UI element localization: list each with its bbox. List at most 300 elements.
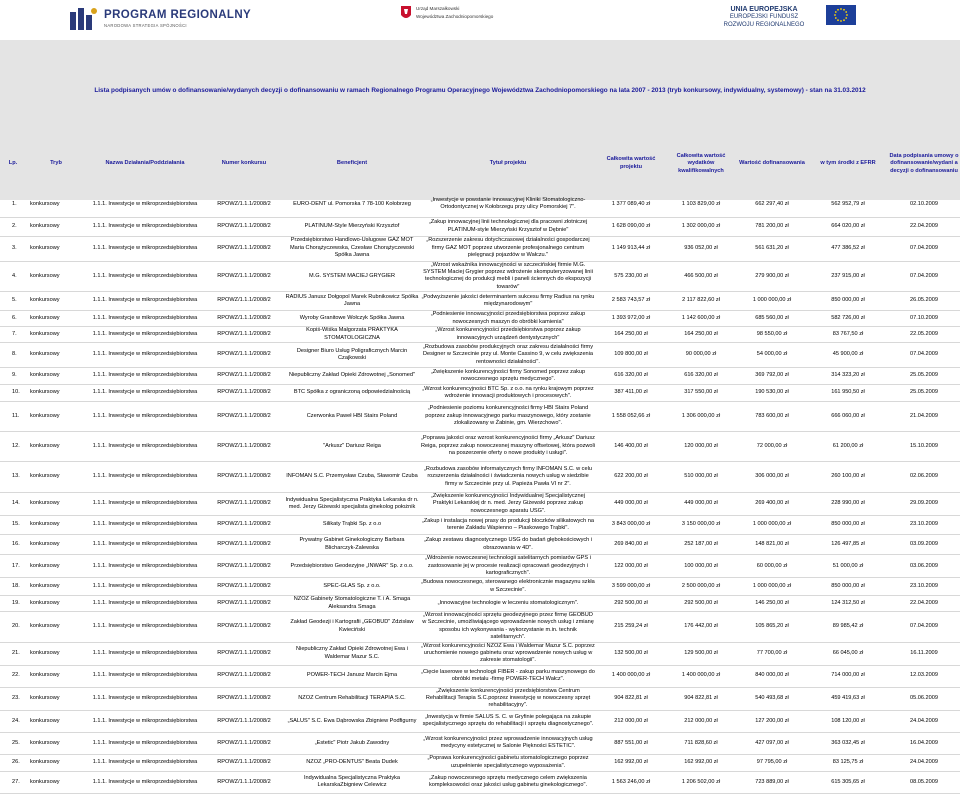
- cell-efrr: 260 100,00 zł: [808, 462, 888, 493]
- header-dzialanie: Nazwa Działania/Poddziałania: [105, 160, 185, 167]
- cell-efrr: 615 305,65 zł: [808, 771, 888, 793]
- cell-efrr: 45 900,00 zł: [808, 343, 888, 368]
- cell-beneficjent: „SALUS" S.C. Ewa Dąbrowska Zbigniew Podfigurny: [284, 710, 420, 732]
- cell-data: 07.04.2009: [888, 343, 960, 368]
- cell-calkowita: 1 558 052,66 zł: [596, 402, 666, 432]
- cell-data: 25.05.2009: [888, 368, 960, 385]
- cell-konkurs: RPOWZ/1.1.1/2008/2: [204, 462, 284, 493]
- cell-konkurs: RPOWZ/1.1.1/2008/2: [204, 596, 284, 612]
- cell-dzialanie: 1.1.1. Inwestycje w mikroprzedsiębiorstwa: [86, 217, 204, 236]
- cell-konkurs: RPOWZ/1.1.1/2008/2: [204, 385, 284, 402]
- cell-calkowita: 269 840,00 zł: [596, 535, 666, 555]
- cell-efrr: 83 767,50 zł: [808, 327, 888, 343]
- cell-dofinansowanie: 685 560,00 zł: [736, 311, 808, 327]
- cell-lp: 22.: [0, 665, 26, 687]
- cell-konkurs: RPOWZ/1.1.1/2008/2: [204, 192, 284, 217]
- cell-tryb: konkursowy: [26, 343, 86, 368]
- cell-dofinansowanie: 148 821,00 zł: [736, 535, 808, 555]
- cell-data: 26.05.2009: [888, 292, 960, 311]
- cell-tryb: konkursowy: [26, 732, 86, 754]
- program-logo-icon: [68, 6, 98, 32]
- cell-calkowita: 887 551,00 zł: [596, 732, 666, 754]
- cell-beneficjent: Indywidualna Specjalistyczna Praktyka Lekarska dr n. med. Jerzy Giżewski specjalista ginekolog położnik: [284, 493, 420, 516]
- cell-tytul: „Rozbudowa zasobów informatycznych firmy INFOMAN S.C. w celu rozszerzenia działalności i świadczenia nowych usług w siedzibie firmy w Szczecinie przy ul. Papieża Pawła VI nr 2".: [420, 462, 596, 493]
- cell-dzialanie: 1.1.1. Inwestycje w mikroprzedsiębiorstwa: [86, 432, 204, 462]
- cell-data: 16.11.2009: [888, 642, 960, 665]
- cell-dzialanie: 1.1.1. Inwestycje w mikroprzedsiębiorstwa: [86, 771, 204, 793]
- cell-tytul: „Zakup i instalacja nowej prasy do produkcji bloczków silikatowych na terenie Zakładu Wapienno – Piaskowego Trąbki".: [420, 516, 596, 535]
- cell-konkurs: RPOWZ/1.1.1/2008/2: [204, 261, 284, 292]
- cell-beneficjent: Czerwonka Paweł HBI Stairs Poland: [284, 402, 420, 432]
- cell-dofinansowanie: 98 550,00 zł: [736, 327, 808, 343]
- cell-kwalifikowalne: 1 306 000,00 zł: [666, 402, 736, 432]
- cell-kwalifikowalne: 90 000,00 zł: [666, 343, 736, 368]
- table-row: [0, 732, 960, 754]
- cell-efrr: 850 000,00 zł: [808, 578, 888, 596]
- cell-beneficjent: EURO-DENT ul. Pomorska 7 78-100 Kołobrzeg: [284, 192, 420, 217]
- cell-kwalifikowalne: 1 206 502,00 zł: [666, 771, 736, 793]
- cell-tytul: „Zakup nowoczesnego sprzętu medycznego celem zwiększenia kompleksowości oraz jakości usług gabinetu ginekologicznego".: [420, 771, 596, 793]
- header-tytul: Tytuł projektu: [489, 160, 527, 167]
- cell-dzialanie: 1.1.1. Inwestycje w mikroprzedsiębiorstwa: [86, 642, 204, 665]
- cell-konkurs: RPOWZ/1.1.1/2008/2: [204, 710, 284, 732]
- cell-calkowita: 1 563 246,00 zł: [596, 771, 666, 793]
- table-row: [0, 578, 960, 596]
- cell-tryb: konkursowy: [26, 771, 86, 793]
- cell-lp: 9.: [0, 368, 26, 385]
- cell-tytul: „Wzrost konkurencyjności przedsiębiorstwa poprzez zakup innowacyjnych urządzeń dentystycznych": [420, 327, 596, 343]
- table-row: [0, 612, 960, 643]
- cell-beneficjent: NZOZ „PRO-DENTUS" Beata Dudek: [284, 754, 420, 771]
- cell-konkurs: RPOWZ/1.1.1/2008/2: [204, 578, 284, 596]
- cell-calkowita: 215 259,24 zł: [596, 612, 666, 643]
- cell-kwalifikowalne: 1 302 000,00 zł: [666, 217, 736, 236]
- cell-dofinansowanie: 840 000,00 zł: [736, 665, 808, 687]
- cell-beneficjent: Designer Biuro Usług Poligraficznych Marcin Czajkowski: [284, 343, 420, 368]
- cell-efrr: 228 990,00 zł: [808, 493, 888, 516]
- cell-dzialanie: 1.1.1. Inwestycje w mikroprzedsiębiorstwa: [86, 516, 204, 535]
- cell-dofinansowanie: 60 000,00 zł: [736, 555, 808, 578]
- cell-efrr: 714 000,00 zł: [808, 665, 888, 687]
- cell-tryb: konkursowy: [26, 578, 86, 596]
- cell-lp: 5.: [0, 292, 26, 311]
- cell-lp: 18.: [0, 578, 26, 596]
- cell-data: 22.05.2009: [888, 327, 960, 343]
- cell-dofinansowanie: 279 900,00 zł: [736, 261, 808, 292]
- cell-kwalifikowalne: 162 992,00 zł: [666, 754, 736, 771]
- cell-data: 02.06.2009: [888, 462, 960, 493]
- cell-data: 22.04.2009: [888, 217, 960, 236]
- cell-data: 21.04.2009: [888, 402, 960, 432]
- cell-tytul: „Zakup innowacyjnej linii technologicznej dla pracowni złotniczej PLATINUM-style Mierzyński Krzysztof w Dębnie": [420, 217, 596, 236]
- cell-tryb: konkursowy: [26, 493, 86, 516]
- table-row: [0, 665, 960, 687]
- logo-bar: [0, 0, 960, 40]
- cell-calkowita: 1 628 090,00 zł: [596, 217, 666, 236]
- cell-beneficjent: Przedsiębiorstwo Handlowo-Usługowe GAZ MOT Maria Chorążyczewska, Czesław Chorążyczewski Spółka Jawna: [284, 236, 420, 261]
- cell-efrr: 666 060,00 zł: [808, 402, 888, 432]
- cell-dzialanie: 1.1.1. Inwestycje w mikroprzedsiębiorstwa: [86, 261, 204, 292]
- cell-dzialanie: 1.1.1. Inwestycje w mikroprzedsiębiorstwa: [86, 385, 204, 402]
- table-row: [0, 261, 960, 292]
- cell-kwalifikowalne: 100 000,00 zł: [666, 555, 736, 578]
- cell-beneficjent: RADIUS Janusz Dołgopol Marek Rubnikowicz Spółka Jawna: [284, 292, 420, 311]
- cell-konkurs: RPOWZ/1.1.1/2008/2: [204, 327, 284, 343]
- table-row: [0, 292, 960, 311]
- cell-tryb: konkursowy: [26, 385, 86, 402]
- cell-beneficjent: Niepubliczny Zakład Opieki Zdrowotnej Ewa i Waldemar Mazur S.C.: [284, 642, 420, 665]
- cell-dzialanie: 1.1.1. Inwestycje w mikroprzedsiębiorstwa: [86, 236, 204, 261]
- cell-tryb: konkursowy: [26, 596, 86, 612]
- cell-tryb: konkursowy: [26, 192, 86, 217]
- cell-lp: 23.: [0, 687, 26, 710]
- cell-dofinansowanie: 190 530,00 zł: [736, 385, 808, 402]
- cell-dofinansowanie: 77 700,00 zł: [736, 642, 808, 665]
- cell-dofinansowanie: 561 631,20 zł: [736, 236, 808, 261]
- cell-konkurs: RPOWZ/1.1.1/2008/2: [204, 535, 284, 555]
- cell-lp: 20.: [0, 612, 26, 643]
- cell-lp: 19.: [0, 596, 26, 612]
- cell-beneficjent: „Estetic" Piotr Jakub Zawodny: [284, 732, 420, 754]
- cell-lp: 14.: [0, 493, 26, 516]
- cell-kwalifikowalne: 120 000,00 zł: [666, 432, 736, 462]
- cell-tryb: konkursowy: [26, 236, 86, 261]
- cell-dofinansowanie: 1 000 000,00 zł: [736, 578, 808, 596]
- cell-tryb: konkursowy: [26, 292, 86, 311]
- cell-calkowita: 616 320,00 zł: [596, 368, 666, 385]
- cell-lp: 10.: [0, 385, 26, 402]
- cell-efrr: 314 323,20 zł: [808, 368, 888, 385]
- table-row: [0, 555, 960, 578]
- cell-tytul: „Zwiększenie konkurencyjności przedsiębiorstwa Centrum Rehabilitacji Terapia S.C.poprzez inwestycję w nowoczesny sprzęt rehabilitacyjny".: [420, 687, 596, 710]
- cell-data: 23.10.2009: [888, 516, 960, 535]
- cell-kwalifikowalne: 3 150 000,00 zł: [666, 516, 736, 535]
- cell-dofinansowanie: 427 097,00 zł: [736, 732, 808, 754]
- cell-tryb: konkursowy: [26, 432, 86, 462]
- cell-kwalifikowalne: 616 320,00 zł: [666, 368, 736, 385]
- cell-kwalifikowalne: 1 400 000,00 zł: [666, 665, 736, 687]
- cell-calkowita: 1 400 000,00 zł: [596, 665, 666, 687]
- cell-lp: 24.: [0, 710, 26, 732]
- cell-tryb: konkursowy: [26, 754, 86, 771]
- cell-tytul: „Rozszerzenie zakresu dotychczasowej działalności gospodarczej firmy GAZ MOT poprzez utworzenie profesjonalnego centrum pielęgnacji pojazdów w Wałczu.": [420, 236, 596, 261]
- cell-efrr: 124 312,50 zł: [808, 596, 888, 612]
- cell-calkowita: 1 377 089,40 zł: [596, 192, 666, 217]
- cell-tryb: konkursowy: [26, 555, 86, 578]
- cell-dzialanie: 1.1.1. Inwestycje w mikroprzedsiębiorstwa: [86, 327, 204, 343]
- eu-logo: [708, 4, 888, 34]
- table-row: [0, 687, 960, 710]
- cell-dzialanie: 1.1.1. Inwestycje w mikroprzedsiębiorstwa: [86, 462, 204, 493]
- cell-calkowita: 3 599 000,00 zł: [596, 578, 666, 596]
- header-lp: Lp.: [8, 160, 18, 167]
- cell-data: 12.03.2009: [888, 665, 960, 687]
- cell-lp: 21.: [0, 642, 26, 665]
- cell-tytul: „Wzrost konkurencyjności NZOZ Ewa i Waldemar Mazur S.C. poprzez uruchomienie nowego gabinetu oraz wprowadzenie nowych usług w zakresie stomatologii".: [421, 642, 595, 664]
- cell-tytul: „Budowa nowoczesnego, sterowanego elektronicznie magazynu szkła w Szczecinie".: [420, 578, 596, 596]
- cell-efrr: 477 386,52 zł: [808, 236, 888, 261]
- cell-konkurs: RPOWZ/1.1.1/2008/2: [204, 665, 284, 687]
- program-subtitle: NARODOWA STRATEGIA SPÓJNOŚCI: [104, 23, 187, 28]
- cell-data: 08.05.2009: [888, 771, 960, 793]
- cell-dzialanie: 1.1.1. Inwestycje w mikroprzedsiębiorstwa: [86, 368, 204, 385]
- header-calkowita: Całkowita wartość projektu: [606, 156, 656, 170]
- cell-kwalifikowalne: 904 822,81 zł: [666, 687, 736, 710]
- cell-beneficjent: Silikaty Trąbki Sp. z o.o: [284, 516, 420, 535]
- cell-dzialanie: 1.1.1. Inwestycje w mikroprzedsiębiorstwa: [86, 710, 204, 732]
- cell-tryb: konkursowy: [26, 311, 86, 327]
- cell-kwalifikowalne: 2 500 000,00 zł: [666, 578, 736, 596]
- document-title: Lista podpisanych umów o dofinansowanie/wydanych decyzji o dofinansowaniu w ramach Regionalnego Programu Operacyjnego Województwa Zachodniopomorskiego na lata 2007 - 2013 (tryb konkursowy, indywidualny, systemowy) - stan na 31.03.2012: [94, 87, 866, 94]
- cell-dzialanie: 1.1.1. Inwestycje w mikroprzedsiębiorstwa: [86, 192, 204, 217]
- cell-lp: 16.: [0, 535, 26, 555]
- cell-calkowita: 1 393 972,00 zł: [596, 311, 666, 327]
- cell-data: 07.10.2009: [888, 311, 960, 327]
- cell-tytul: „Zwiększenie konkurencyjności firmy Sonomed poprzez zakup nowoczesnego sprzętu medycznego".: [420, 368, 596, 385]
- cell-konkurs: RPOWZ/1.1.1/2008/2: [204, 612, 284, 643]
- cell-tytul: „Podniesienie innowacyjności przedsiębiorstwa poprzez zakup nowoczesnych maszyn do obróbki kamienia": [420, 311, 596, 327]
- cell-efrr: 108 120,00 zł: [808, 710, 888, 732]
- cell-konkurs: RPOWZ/1.1.1/2008/2: [204, 732, 284, 754]
- cell-konkurs: RPOWZ/1.1.1/2008/2: [204, 642, 284, 665]
- table-row: [0, 771, 960, 793]
- cell-lp: 13.: [0, 462, 26, 493]
- cell-lp: 17.: [0, 555, 26, 578]
- table-row: [0, 311, 960, 327]
- cell-tryb: konkursowy: [26, 710, 86, 732]
- cell-dzialanie: 1.1.1. Inwestycje w mikroprzedsiębiorstwa: [86, 402, 204, 432]
- table-row: [0, 236, 960, 261]
- cell-dofinansowanie: 369 792,00 zł: [736, 368, 808, 385]
- cell-calkowita: 146 400,00 zł: [596, 432, 666, 462]
- cell-dzialanie: 1.1.1. Inwestycje w mikroprzedsiębiorstwa: [86, 754, 204, 771]
- cell-kwalifikowalne: 176 442,00 zł: [666, 612, 736, 643]
- cell-tytul: „Wzrost konkurencyjności BTC Sp. z o.o. na rynku krajowym poprzez wdrożenie innowacji produktowych i procesowych".: [420, 385, 596, 402]
- voivodeship-logo: [400, 4, 520, 32]
- cell-tryb: konkursowy: [26, 261, 86, 292]
- cell-dzialanie: 1.1.1. Inwestycje w mikroprzedsiębiorstwa: [86, 612, 204, 643]
- cell-tytul: „Zakup zestawu diagnostycznego USG do badań głębokościowych i obrazowania w 4D".: [420, 535, 596, 555]
- cell-data: 02.10.2009: [888, 192, 960, 217]
- table-row: [0, 535, 960, 555]
- cell-tytul: „Wdrożenie nowoczesnej technologii satelitarnych pomiarów GPS i zastosowanie jej w procesie realizacji opracowań geodezyjnych i kartograficznych".: [420, 555, 596, 578]
- cell-kwalifikowalne: 252 187,00 zł: [666, 535, 736, 555]
- cell-tryb: konkursowy: [26, 327, 86, 343]
- cell-konkurs: RPOWZ/1.1.1/2008/2: [204, 368, 284, 385]
- cell-tytul: „Rozbudowa zasobów produkcyjnych oraz zakresu działalności firmy Designer w Szczecinie przy ul. Monte Cassino 9, w celu zwiększenia rentowności działalności".: [420, 343, 596, 368]
- cell-lp: 15.: [0, 516, 26, 535]
- table-row: [0, 368, 960, 385]
- cell-beneficjent: INFOMAN S.C. Przemysław Czuba, Sławomir Czuba: [284, 462, 420, 493]
- cell-calkowita: 3 843 000,00 zł: [596, 516, 666, 535]
- cell-calkowita: 622 200,00 zł: [596, 462, 666, 493]
- cell-dzialanie: 1.1.1. Inwestycje w mikroprzedsiębiorstwa: [86, 535, 204, 555]
- cell-calkowita: 292 500,00 zł: [596, 596, 666, 612]
- cell-tryb: konkursowy: [26, 687, 86, 710]
- cell-dofinansowanie: 723 889,00 zł: [736, 771, 808, 793]
- cell-tryb: konkursowy: [26, 642, 86, 665]
- cell-calkowita: 109 800,00 zł: [596, 343, 666, 368]
- cell-konkurs: RPOWZ/1.1.1/2008/2: [204, 493, 284, 516]
- cell-data: 24.04.2009: [888, 754, 960, 771]
- table-row: [0, 516, 960, 535]
- cell-dofinansowanie: 540 493,68 zł: [736, 687, 808, 710]
- cell-data: 16.04.2009: [888, 732, 960, 754]
- cell-dzialanie: 1.1.1. Inwestycje w mikroprzedsiębiorstwa: [86, 555, 204, 578]
- cell-lp: 27.: [0, 771, 26, 793]
- cell-dofinansowanie: 97 795,00 zł: [736, 754, 808, 771]
- cell-dofinansowanie: 1 000 000,00 zł: [736, 292, 808, 311]
- cell-calkowita: 1 149 913,44 zł: [596, 236, 666, 261]
- cell-beneficjent: Wyroby Granitowe Wołczyk Spółka Jawna: [284, 311, 420, 327]
- header-beneficjent: Beneficjent: [336, 160, 368, 167]
- header-efrr: w tym środki z EFRR: [820, 160, 876, 167]
- cell-calkowita: 904 822,81 zł: [596, 687, 666, 710]
- cell-data: 24.04.2009: [888, 710, 960, 732]
- cell-efrr: 161 950,50 zł: [808, 385, 888, 402]
- cell-efrr: 363 032,45 zł: [808, 732, 888, 754]
- table-row: [0, 642, 960, 665]
- cell-efrr: 459 419,63 zł: [808, 687, 888, 710]
- cell-kwalifikowalne: 1 103 829,00 zł: [666, 192, 736, 217]
- cell-data: 03.09.2009: [888, 535, 960, 555]
- cell-tytul: „Podwyższenie jakości determinantem sukcesu firmy Radius na rynku międzynarodowym": [420, 292, 596, 311]
- cell-dofinansowanie: 72 000,00 zł: [736, 432, 808, 462]
- cell-dofinansowanie: 269 400,00 zł: [736, 493, 808, 516]
- cell-dzialanie: 1.1.1. Inwestycje w mikroprzedsiębiorstwa: [86, 665, 204, 687]
- cell-data: 07.04.2009: [888, 236, 960, 261]
- cell-tytul: „Wzrost innowacyjności sprzętu geodezyjnego przez firmę GEOBUD w Szczecinie, umożliwiającego wprowadzenie nowych usług i zmianę sposobu ich wykonywania - wykorzystanie m.in. technik satelitarnych".: [420, 612, 596, 643]
- voivodeship-line-1: Urząd Marszałkowski: [416, 6, 460, 11]
- contracts-table: [0, 192, 960, 794]
- cell-data: 15.10.2009: [888, 432, 960, 462]
- cell-konkurs: RPOWZ/1.1.1/2008/2: [204, 754, 284, 771]
- cell-tytul: „Podniesienie poziomu konkurencyjności firmy HBI Stairs Poland poprzez zakup innowacyjnego parku maszynowego, który zostanie zlokalizowany w Żabinie, gm. Wierzchowo".: [420, 402, 596, 432]
- cell-beneficjent: Kopiś-Wiśka Małgorzata PRAKTYKA STOMATOLOGICZNA: [284, 327, 420, 343]
- cell-data: 22.04.2009: [888, 596, 960, 612]
- cell-kwalifikowalne: 317 550,00 zł: [666, 385, 736, 402]
- cell-calkowita: 449 000,00 zł: [596, 493, 666, 516]
- cell-efrr: 850 000,00 zł: [808, 516, 888, 535]
- cell-calkowita: 575 230,00 zł: [596, 261, 666, 292]
- cell-tryb: konkursowy: [26, 665, 86, 687]
- cell-tytul: „Poprawa konkurencyjności gabinetu stomatologicznego poprzez uzupełnienie specjalistycznego wyposażenia".: [420, 754, 596, 771]
- cell-dzialanie: 1.1.1. Inwestycje w mikroprzedsiębiorstwa: [86, 578, 204, 596]
- cell-dzialanie: 1.1.1. Inwestycje w mikroprzedsiębiorstwa: [86, 292, 204, 311]
- cell-tytul: „Zwiększenie konkurencyjności Indywidualnej Specjalistycznej Praktyki Lekarskiej dr n. med. Jerzy Giżewski poprzez zakup nowoczesnego aparatu USG".: [420, 493, 596, 516]
- cell-calkowita: 2 583 743,57 zł: [596, 292, 666, 311]
- cell-beneficjent: Przedsiębiorstwo Geodezyjne „INWAR" Sp. z o.o.: [284, 555, 420, 578]
- cell-konkurs: RPOWZ/1.1.1/2008/2: [204, 217, 284, 236]
- cell-kwalifikowalne: 292 500,00 zł: [666, 596, 736, 612]
- cell-tryb: konkursowy: [26, 612, 86, 643]
- cell-efrr: 664 020,00 zł: [808, 217, 888, 236]
- cell-data: 03.06.2009: [888, 555, 960, 578]
- cell-dofinansowanie: 781 200,00 zł: [736, 217, 808, 236]
- table-row: [0, 493, 960, 516]
- cell-lp: 2.: [0, 217, 26, 236]
- cell-konkurs: RPOWZ/1.1.1/2008/2: [204, 343, 284, 368]
- table-row: [0, 710, 960, 732]
- cell-data: 25.05.2009: [888, 385, 960, 402]
- cell-efrr: 582 726,00 zł: [808, 311, 888, 327]
- cell-lp: 1.: [0, 192, 26, 217]
- cell-data: 07.04.2009: [888, 612, 960, 643]
- cell-efrr: 562 952,79 zł: [808, 192, 888, 217]
- cell-kwalifikowalne: 711 828,60 zł: [666, 732, 736, 754]
- cell-tytul: „Cięcie laserowe w technologii FIBER - zakup parku maszynowego do obróbki metalu -firmę POWER-TECH Wałcz".: [420, 665, 596, 687]
- cell-tytul: „Poprawa jakości oraz wzrost konkurencyjności firmy „Arkusz" Dariusz Reiga, poprzez zakup nowoczesnej maszyny offsetowej, która pozwoli na poszerzenie oferty o nowe produkty i usługi".: [420, 432, 596, 462]
- cell-konkurs: RPOWZ/1.1.1/2008/2: [204, 311, 284, 327]
- cell-tytul: „Inwestycja w firmie SALUS S. C. w Gryfinie polegająca na zakupie specjalistycznego sprzętu do rehabilitacji i sprzętu diagnostycznego".: [420, 710, 596, 732]
- cell-konkurs: RPOWZ/1.1.1/2008/2: [204, 555, 284, 578]
- cell-beneficjent: PLATINUM-Style Mierzyński Krzysztof: [284, 217, 420, 236]
- cell-dzialanie: 1.1.1. Inwestycje w mikroprzedsiębiorstwa: [86, 343, 204, 368]
- cell-konkurs: RPOWZ/1.1.1/2008/2: [204, 516, 284, 535]
- cell-calkowita: 387 411,00 zł: [596, 385, 666, 402]
- cell-efrr: 61 200,00 zł: [808, 432, 888, 462]
- table-row: [0, 217, 960, 236]
- cell-efrr: 237 915,00 zł: [808, 261, 888, 292]
- cell-dzialanie: 1.1.1. Inwestycje w mikroprzedsiębiorstwa: [86, 732, 204, 754]
- table-row: [0, 462, 960, 493]
- cell-lp: 12.: [0, 432, 26, 462]
- eu-line-3: ROZWOJU REGIONALNEGO: [723, 22, 805, 28]
- cell-tryb: konkursowy: [26, 462, 86, 493]
- cell-dofinansowanie: 54 000,00 zł: [736, 343, 808, 368]
- table-row: [0, 327, 960, 343]
- cell-konkurs: RPOWZ/1.1.1/2008/2: [204, 771, 284, 793]
- cell-efrr: 83 125,75 zł: [808, 754, 888, 771]
- voivodeship-line-2: Województwa Zachodniopomorskiego: [416, 14, 494, 19]
- table-row: [0, 343, 960, 368]
- cell-beneficjent: Prywatny Gabinet Ginekologiczny Barbara Blicharczyk-Zalewska: [284, 535, 420, 555]
- cell-kwalifikowalne: 2 117 822,60 zł: [666, 292, 736, 311]
- cell-konkurs: RPOWZ/1.1.1/2008/2: [204, 236, 284, 261]
- cell-beneficjent: NZOZ Gabinety Stomatologiczne T. i A. Smaga Aleksandra Smaga: [284, 596, 420, 612]
- cell-konkurs: RPOWZ/1.1.1/2008/2: [204, 292, 284, 311]
- eu-line-1: UNIA EUROPEJSKA: [730, 6, 798, 13]
- cell-lp: 26.: [0, 754, 26, 771]
- header-konkurs: Numer konkursu: [221, 160, 267, 167]
- cell-calkowita: 122 000,00 zł: [596, 555, 666, 578]
- cell-dofinansowanie: 662 297,40 zł: [736, 192, 808, 217]
- cell-lp: 7.: [0, 327, 26, 343]
- cell-konkurs: RPOWZ/1.1.1/2008/2: [204, 402, 284, 432]
- cell-beneficjent: Zakład Geodezji i Kartografii „GEOBUD" Zdzisław Kwieciński: [284, 612, 420, 643]
- cell-konkurs: RPOWZ/1.1.1/2008/2: [204, 432, 284, 462]
- cell-lp: 6.: [0, 311, 26, 327]
- cell-dzialanie: 1.1.1. Inwestycje w mikroprzedsiębiorstwa: [86, 596, 204, 612]
- cell-calkowita: 132 500,00 zł: [596, 642, 666, 665]
- header-dofinansowanie: Wartość dofinansowania: [739, 160, 805, 167]
- cell-tryb: konkursowy: [26, 535, 86, 555]
- cell-dzialanie: 1.1.1. Inwestycje w mikroprzedsiębiorstwa: [86, 493, 204, 516]
- cell-efrr: 51 000,00 zł: [808, 555, 888, 578]
- cell-lp: 3.: [0, 236, 26, 261]
- program-regionalny-logo: [68, 6, 252, 32]
- cell-dzialanie: 1.1.1. Inwestycje w mikroprzedsiębiorstwa: [86, 687, 204, 710]
- cell-tryb: konkursowy: [26, 402, 86, 432]
- cell-calkowita: 212 000,00 zł: [596, 710, 666, 732]
- cell-beneficjent: "Arkusz" Dariusz Reiga: [284, 432, 420, 462]
- cell-lp: 25.: [0, 732, 26, 754]
- cell-lp: 4.: [0, 261, 26, 292]
- cell-tytul: „Inwestycje w powstanie innowacyjnej Kliniki Stomatologiczno-Ortodontycznej w Kołobrzegu przy ulicy Pomorskiej 7".: [420, 192, 596, 217]
- cell-kwalifikowalne: 129 500,00 zł: [666, 642, 736, 665]
- table-row: [0, 596, 960, 612]
- cell-kwalifikowalne: 936 052,00 zł: [666, 236, 736, 261]
